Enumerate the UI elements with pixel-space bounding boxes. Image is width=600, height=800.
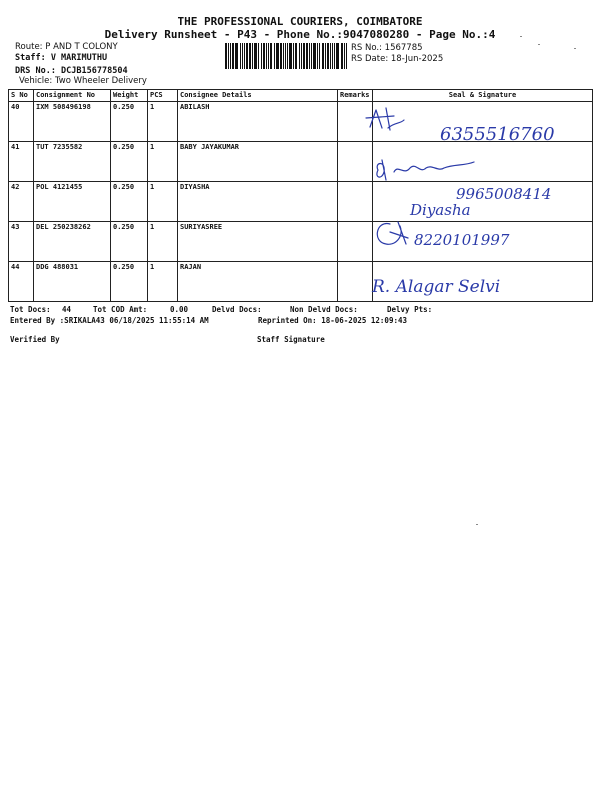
cell-weight: 0.250 <box>111 142 148 182</box>
scan-speck <box>538 44 540 45</box>
cell-pcs: 1 <box>148 262 178 302</box>
vehicle-label: Vehicle: Two Wheeler Delivery <box>19 76 147 86</box>
table-row <box>9 142 593 182</box>
cell-consignee: ABILASH <box>178 102 338 142</box>
runsheet-title: Delivery Runsheet - P43 - Phone No.:9047080280 - Page No.:4 <box>104 28 496 41</box>
company-title: THE PROFESSIONAL COURIERS, COIMBATORE <box>177 15 423 28</box>
handwritten-name-row42: Diyasha <box>410 201 471 219</box>
tot-cod-value: 0.00 <box>170 305 189 314</box>
reprinted-on: Reprinted On: 18-06-2025 12:09:43 <box>258 316 408 325</box>
rs-number: RS No.: 1567785 <box>351 43 423 53</box>
delvy-pts-label: Delvy Pts: <box>387 305 433 314</box>
drs-number: DRS No.: DCJB156778504 <box>15 66 128 76</box>
cell-remarks <box>338 182 373 222</box>
cell-pcs: 1 <box>148 222 178 262</box>
cell-sno: 42 <box>9 182 34 222</box>
cell-sno: 41 <box>9 142 34 182</box>
table-row <box>9 262 593 302</box>
cell-pcs: 1 <box>148 142 178 182</box>
cell-sno: 40 <box>9 102 34 142</box>
tot-docs-label: Tot Docs: <box>10 305 51 314</box>
route-label: Route: P AND T COLONY <box>15 42 118 52</box>
cell-signature <box>373 262 593 302</box>
barcode <box>225 43 348 69</box>
cell-weight: 0.250 <box>111 102 148 142</box>
cell-signature <box>373 142 593 182</box>
header-consignment: Consignment No <box>34 90 111 102</box>
cell-sno: 43 <box>9 222 34 262</box>
non-delvd-docs-label: Non Delvd Docs: <box>290 305 358 314</box>
cell-pcs: 1 <box>148 102 178 142</box>
handwritten-name-row44: R. Alagar Selvi <box>372 277 501 297</box>
header-remarks: Remarks <box>338 90 373 102</box>
table-row <box>9 182 593 222</box>
scan-speck <box>574 48 576 49</box>
staff-signature: Staff Signature <box>257 335 325 344</box>
cell-weight: 0.250 <box>111 182 148 222</box>
cell-remarks <box>338 222 373 262</box>
header-consignee: Consignee Details <box>178 90 338 102</box>
runsheet-table <box>8 89 593 302</box>
scan-speck <box>520 36 522 37</box>
cell-consignment: POL 4121455 <box>34 182 111 222</box>
cell-remarks <box>338 102 373 142</box>
tot-cod-label: Tot COD Amt: <box>93 305 148 314</box>
staff-label: Staff: V MARIMUTHU <box>15 53 108 63</box>
handwritten-phone-row43: 8220101997 <box>414 231 510 249</box>
header-seal-signature: Seal & Signature <box>373 90 593 102</box>
table-row <box>9 102 593 142</box>
verified-by: Verified By <box>10 335 60 344</box>
cell-consignment: IXM 508496198 <box>34 102 111 142</box>
cell-consignment: DEL 250238262 <box>34 222 111 262</box>
cell-consignee: SURIYASREE <box>178 222 338 262</box>
cell-remarks <box>338 262 373 302</box>
delvd-docs-label: Delvd Docs: <box>212 305 262 314</box>
header-pcs: PCS <box>148 90 178 102</box>
cell-consignee: BABY JAYAKUMAR <box>178 142 338 182</box>
cell-consignee: RAJAN <box>178 262 338 302</box>
cell-sno: 44 <box>9 262 34 302</box>
rs-date: RS Date: 18-Jun-2025 <box>351 54 444 64</box>
header-weight: Weight <box>111 90 148 102</box>
table-header-row <box>9 90 593 102</box>
cell-remarks <box>338 142 373 182</box>
handwritten-phone-row42: 9965008414 <box>456 185 552 203</box>
cell-consignee: DIYASHA <box>178 182 338 222</box>
cell-consignment: DDG 488031 <box>34 262 111 302</box>
cell-signature <box>373 222 593 262</box>
entered-by: Entered By :SRIKALA43 06/18/2025 11:55:14 AM <box>10 316 209 325</box>
cell-weight: 0.250 <box>111 222 148 262</box>
cell-consignment: TUT 7235582 <box>34 142 111 182</box>
cell-signature <box>373 102 593 142</box>
cell-signature <box>373 182 593 222</box>
cell-weight: 0.250 <box>111 262 148 302</box>
tot-docs-value: 44 <box>62 305 72 314</box>
cell-pcs: 1 <box>148 182 178 222</box>
scan-speck <box>476 524 478 525</box>
header-sno: S No <box>9 90 34 102</box>
handwritten-phone-row40: 6355516760 <box>440 124 555 145</box>
table-row <box>9 222 593 262</box>
